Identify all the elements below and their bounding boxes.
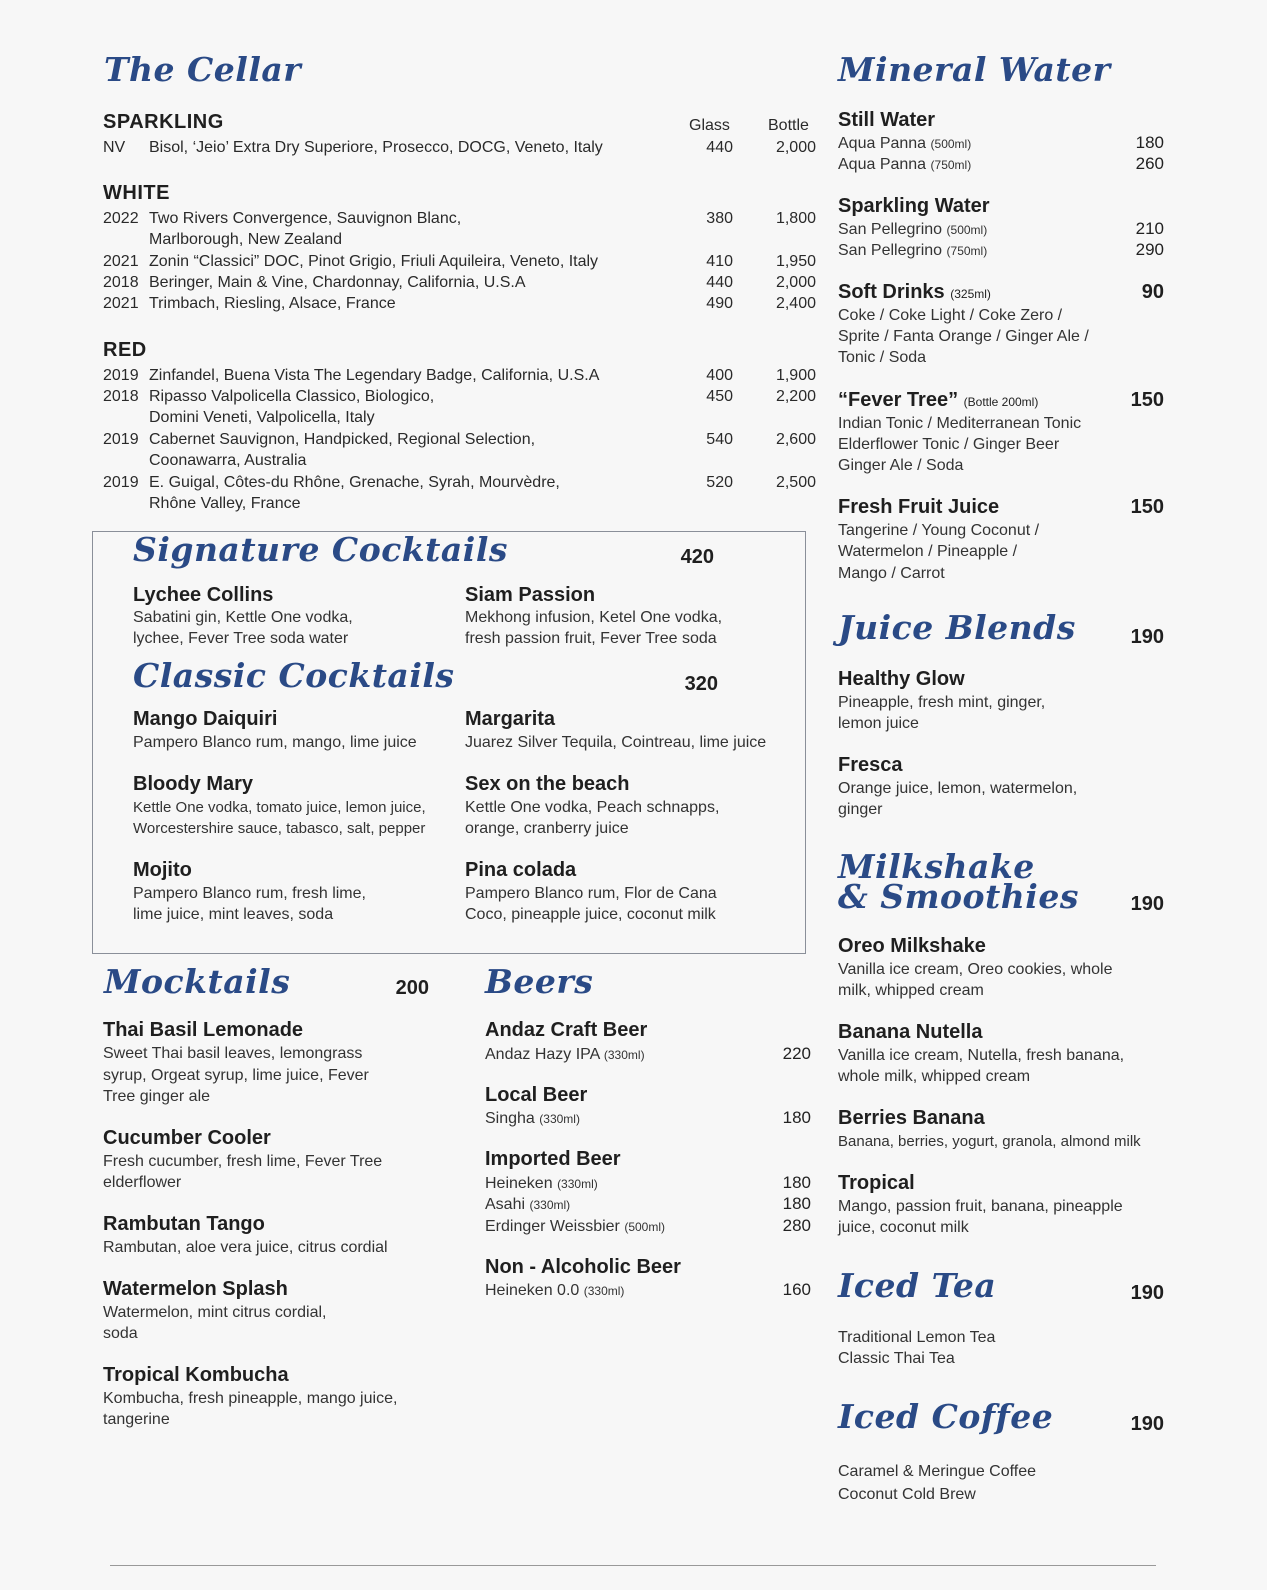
cocktail-name: Mango Daiquiri [133,708,278,730]
wine-bottle-price: 2,000 [775,139,816,156]
cocktail-desc: Juarez Silver Tequila, Cointreau, lime juice [465,734,767,751]
wine-year: 2018 [103,274,139,291]
iced-tea-title: Iced Tea [838,1266,997,1305]
mocktail-name: Thai Basil Lemonade [103,1019,304,1041]
mocktail-desc: Sweet Thai basil leaves, lemongrass [103,1045,363,1062]
classic-price: 320 [684,673,718,695]
drink-item: San Pellegrino (750ml) [838,242,988,259]
cocktail-name: Bloody Mary [133,773,254,795]
cocktail-desc: orange, cranberry juice [465,820,629,837]
wine-name: Trimbach, Riesling, Alsace, France [149,295,396,312]
cocktail-desc: Sabatini gin, Kettle One vodka, [133,609,353,626]
mocktail-desc: elderflower [103,1174,182,1191]
drink-desc: Ginger Ale / Soda [838,457,964,474]
mocktails-title: Mocktails [104,962,291,1001]
mocktails-price: 200 [395,977,429,999]
mocktail-desc: tangerine [103,1411,170,1428]
milkshake-price: 190 [1130,893,1164,915]
smoothies-title: & Smoothies [838,877,1079,916]
mocktail-name: Rambutan Tango [103,1213,265,1235]
drink-group-name: Soft Drinks (325ml) [838,281,991,303]
juice-desc: Orange juice, lemon, watermelon, [838,780,1078,797]
wine-year: 2022 [103,210,139,227]
drink-item: San Pellegrino (500ml) [838,221,988,238]
shake-name: Berries Banana [838,1107,985,1129]
cocktail-name: Margarita [465,708,556,730]
wine-name: Zonin “Classici” DOC, Pinot Grigio, Friuli Aquileira, Veneto, Italy [149,253,599,270]
cocktail-desc: Worcestershire sauce, tabasco, salt, pepper [133,820,426,837]
wine-name-cont: Marlborough, New Zealand [149,231,342,248]
drink-item: Aqua Panna (500ml) [838,135,972,152]
cocktail-desc: Pampero Blanco rum, mango, lime juice [133,734,417,751]
juice-desc: Pineapple, fresh mint, ginger, [838,694,1046,711]
wine-glass-price: 400 [706,367,733,384]
wine-year: 2019 [103,474,139,491]
cellar-title: The Cellar [104,50,302,89]
shake-desc: Vanilla ice cream, Nutella, fresh banana, [838,1047,1125,1064]
drink-group-name: “Fever Tree” (Bottle 200ml) [838,389,1039,411]
cocktail-name: Lychee Collins [133,584,274,606]
wine-name: Two Rivers Convergence, Sauvignon Blanc, [149,210,462,227]
wine-name-cont: Rhône Valley, France [149,495,301,512]
juice-name: Healthy Glow [838,668,965,690]
juice-blends-title: Juice Blends [838,608,1076,647]
cocktail-desc: Kettle One vodka, Peach schnapps, [465,799,720,816]
wine-name: Zinfandel, Buena Vista The Legendary Badge, California, U.S.A [149,367,600,384]
wine-year: 2021 [103,253,139,270]
mocktail-name: Cucumber Cooler [103,1127,271,1149]
drink-price: 90 [1141,281,1164,303]
tea-item: Traditional Lemon Tea [838,1329,996,1346]
wine-glass-price: 520 [706,474,733,491]
mocktail-desc: Rambutan, aloe vera juice, citrus cordial [103,1239,388,1256]
wine-name: Ripasso Valpolicella Classico, Biologico, [149,388,435,405]
drink-desc: Coke / Coke Light / Coke Zero / [838,307,1063,324]
wine-bottle-price: 2,400 [775,295,816,312]
cocktail-desc: Kettle One vodka, tomato juice, lemon juice, [133,799,426,816]
cocktail-name: Mojito [133,859,192,881]
beers-title: Beers [485,962,594,1001]
cocktail-desc: Mekhong infusion, Ketel One vodka, [465,609,723,626]
drink-desc: Mango / Carrot [838,565,945,582]
drink-price: 260 [1135,154,1164,173]
wine-glass-price: 490 [706,295,733,312]
wine-bottle-price: 2,500 [775,474,816,491]
drink-price: 150 [1130,496,1164,518]
beer-item: Asahi (330ml) [485,1196,571,1213]
mocktail-name: Watermelon Splash [103,1278,288,1300]
bottle-column-header: Bottle [768,117,809,134]
wine-year: NV [103,139,126,156]
shake-desc: milk, whipped cream [838,982,984,999]
shake-desc: juice, coconut milk [838,1219,969,1236]
wine-name: Cabernet Sauvignon, Handpicked, Regional Selection, [149,431,536,448]
beer-price: 220 [782,1044,811,1063]
beer-group-name: Local Beer [485,1084,588,1106]
wine-name-cont: Domini Veneti, Valpolicella, Italy [149,409,375,426]
shake-name: Banana Nutella [838,1021,983,1043]
sparkling-heading: SPARKLING [103,111,224,133]
beer-price: 160 [782,1280,811,1299]
drink-group-name: Still Water [838,109,936,131]
wine-year: 2019 [103,367,139,384]
wine-name: E. Guigal, Côtes-du Rhône, Grenache, Syrah, Mourvèdre, [149,474,560,491]
shake-desc: whole milk, whipped cream [838,1068,1031,1085]
juice-desc: lemon juice [838,715,919,732]
wine-glass-price: 540 [706,431,733,448]
drink-desc: Sprite / Fanta Orange / Ginger Ale / [838,328,1089,345]
juice-desc: ginger [838,801,883,818]
drink-item: Aqua Panna (750ml) [838,156,972,173]
juice-blends-price: 190 [1130,626,1164,648]
wine-bottle-price: 2,600 [775,431,816,448]
cocktail-desc: lime juice, mint leaves, soda [133,906,334,923]
cocktail-desc: Pampero Blanco rum, Flor de Cana [465,885,717,902]
mocktail-desc: soda [103,1325,138,1342]
red-heading: RED [103,339,147,361]
iced-coffee-title: Iced Coffee [838,1397,1054,1436]
cocktail-name: Pina colada [465,859,577,881]
cocktail-desc: fresh passion fruit, Fever Tree soda [465,630,717,647]
shake-desc: Mango, passion fruit, banana, pineapple [838,1198,1123,1215]
signature-cocktails-title: Signature Cocktails [133,530,508,569]
wine-name-cont: Coonawarra, Australia [149,452,307,469]
juice-name: Fresca [838,754,903,776]
shake-name: Oreo Milkshake [838,935,986,957]
beer-item: Singha (330ml) [485,1110,580,1127]
wine-glass-price: 450 [706,388,733,405]
drink-price: 180 [1135,133,1164,152]
cocktail-desc: lychee, Fever Tree soda water [133,630,349,647]
coffee-item: Coconut Cold Brew [838,1486,976,1503]
mocktail-desc: Fresh cucumber, fresh lime, Fever Tree [103,1153,383,1170]
drink-price: 150 [1130,389,1164,411]
wine-glass-price: 440 [706,139,733,156]
drink-desc: Tonic / Soda [838,349,927,366]
white-heading: WHITE [103,182,170,204]
beer-price: 280 [782,1216,811,1235]
coffee-item: Caramel & Meringue Coffee [838,1463,1037,1480]
beer-item: Heineken (330ml) [485,1175,598,1192]
wine-year: 2018 [103,388,139,405]
glass-column-header: Glass [689,117,730,134]
drink-group-name: Sparkling Water [838,195,990,217]
mineral-water-title: Mineral Water [838,50,1111,89]
beer-price: 180 [782,1173,811,1192]
wine-bottle-price: 1,900 [775,367,816,384]
beer-price: 180 [782,1108,811,1127]
iced-tea-price: 190 [1130,1282,1164,1304]
cocktail-desc: Coco, pineapple juice, coconut milk [465,906,716,923]
wine-glass-price: 440 [706,274,733,291]
beer-group-name: Non - Alcoholic Beer [485,1256,681,1278]
beer-item: Heineken 0.0 (330ml) [485,1282,625,1299]
mocktail-desc: Watermelon, mint citrus cordial, [103,1304,327,1321]
cocktail-name: Siam Passion [465,584,596,606]
iced-coffee-price: 190 [1130,1413,1164,1435]
beer-price: 180 [782,1194,811,1213]
drink-desc: Elderflower Tonic / Ginger Beer [838,436,1060,453]
mocktail-desc: syrup, Orgeat syrup, lime juice, Fever [103,1067,369,1084]
mocktail-desc: Kombucha, fresh pineapple, mango juice, [103,1390,398,1407]
wine-year: 2019 [103,431,139,448]
wine-glass-price: 410 [706,253,733,270]
wine-bottle-price: 2,200 [775,388,816,405]
beer-group-name: Andaz Craft Beer [485,1019,648,1041]
drink-price: 290 [1135,240,1164,259]
mocktail-desc: Tree ginger ale [103,1088,211,1105]
drink-price: 210 [1135,219,1164,238]
drink-desc: Watermelon / Pineapple / [838,543,1018,560]
wine-bottle-price: 2,000 [775,274,816,291]
footer-divider [110,1565,1156,1566]
drink-group-name: Fresh Fruit Juice [838,496,1000,518]
drink-desc: Tangerine / Young Coconut / [838,522,1040,539]
cocktail-desc: Pampero Blanco rum, fresh lime, [133,885,366,902]
wine-bottle-price: 1,800 [775,210,816,227]
beer-item: Erdinger Weissbier (500ml) [485,1218,666,1235]
wine-name: Bisol, ‘Jeio’ Extra Dry Superiore, Prosecco, DOCG, Veneto, Italy [149,139,603,156]
wine-glass-price: 380 [706,210,733,227]
classic-cocktails-title: Classic Cocktails [133,656,455,695]
beer-item: Andaz Hazy IPA (330ml) [485,1046,645,1063]
wine-name: Beringer, Main & Vine, Chardonnay, California, U.S.A [149,274,526,291]
mocktail-name: Tropical Kombucha [103,1364,289,1386]
tea-item: Classic Thai Tea [838,1350,955,1367]
shake-desc: Vanilla ice cream, Oreo cookies, whole [838,961,1113,978]
milkshake-title: Milkshake [838,847,1035,886]
shake-name: Tropical [838,1172,915,1194]
wine-bottle-price: 1,950 [775,253,816,270]
beer-group-name: Imported Beer [485,1148,621,1170]
drink-desc: Indian Tonic / Mediterranean Tonic [838,415,1082,432]
signature-price: 420 [680,546,714,568]
shake-desc: Banana, berries, yogurt, granola, almond milk [838,1133,1141,1150]
cocktail-name: Sex on the beach [465,773,630,795]
wine-year: 2021 [103,295,139,312]
